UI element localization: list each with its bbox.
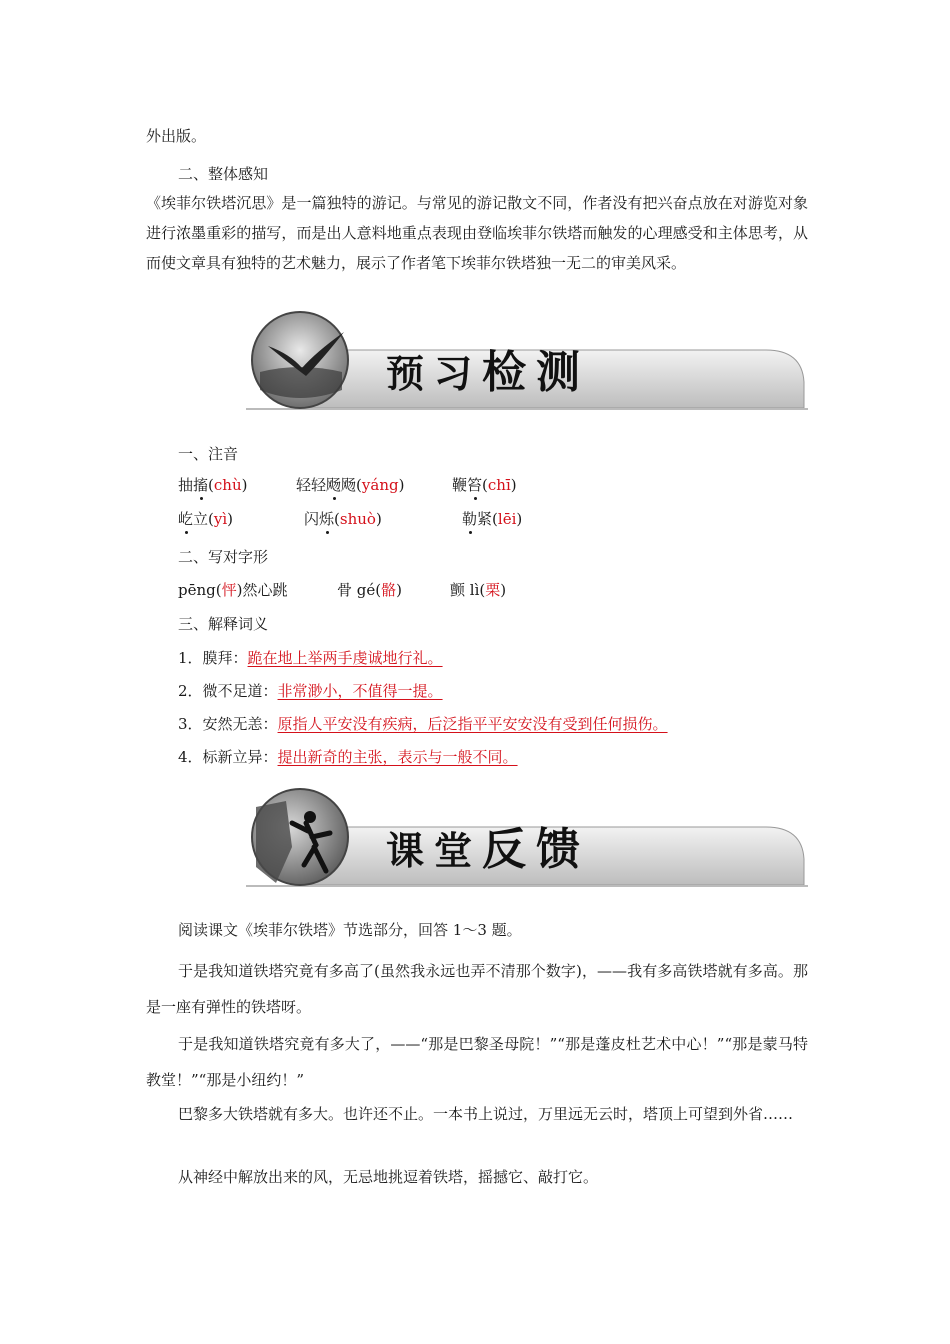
write-item: 颤 lì(栗) bbox=[450, 581, 507, 599]
definition-item: 4．标新立异：提出新奇的主张，表示与一般不同。 bbox=[178, 748, 518, 766]
preview-h1: 一、注音 bbox=[178, 445, 239, 463]
pinyin-item: 屹立(yì) bbox=[178, 510, 234, 528]
pinyin-item: 抽搐(chù) bbox=[178, 476, 248, 494]
pinyin-item: 勒紧(lēi) bbox=[462, 510, 523, 528]
feedback-p4: 巴黎多大铁塔就有多大。也许还不止。一本书上说过，万里远无云时，塔顶上可望到外省…… bbox=[178, 1105, 794, 1123]
pinyin-item: 鞭笞(chī) bbox=[452, 476, 517, 494]
banner-feedback-title: 课堂反馈 bbox=[386, 824, 591, 875]
banner-preview bbox=[246, 310, 808, 410]
pinyin-item: 轻轻飏飏(yáng) bbox=[296, 476, 405, 494]
definition-item: 3．安然无恙：原指人平安没有疾病，后泛指平平安安没有受到任何损伤。 bbox=[178, 715, 668, 733]
write-item: 骨 gé(骼) bbox=[337, 581, 402, 599]
definition-item: 1．膜拜：跪在地上举两手虔诚地行礼。 bbox=[178, 649, 443, 667]
preview-h2: 二、写对字形 bbox=[178, 548, 269, 566]
write-item: pēng(怦)然心跳 bbox=[178, 581, 288, 599]
section2-heading: 二、整体感知 bbox=[178, 165, 269, 183]
pinyin-item: 闪烁(shuò) bbox=[304, 510, 382, 528]
section2-paragraph: 《埃菲尔铁塔沉思》是一篇独特的游记。与常见的游记散文不同，作者没有把兴奋点放在对游览对象进行浓墨重彩的描写，而是出人意料地重点表现由登临埃菲尔铁塔而触发的心理感受和主体思考，从而使文章具有独特的艺术魅力，展示了作者笔下埃菲尔铁塔独一无二的审美风采。 bbox=[146, 194, 808, 272]
intro-line-top: 外出版。 bbox=[146, 127, 207, 145]
preview-h3: 三、解释词义 bbox=[178, 615, 269, 633]
feedback-p3: 于是我知道铁塔究竟有多大了，——“那是巴黎圣母院！”“那是蓬皮杜艺术中心！”“那是蒙马特教堂！”“那是小纽约！” bbox=[146, 1035, 808, 1089]
banner-preview-title: 预习检测 bbox=[386, 347, 591, 398]
feedback-p5: 从神经中解放出来的风，无忌地挑逗着铁塔，摇撼它、敲打它。 bbox=[178, 1168, 599, 1186]
feedback-p1: 阅读课文《埃菲尔铁塔》节选部分，回答 1～3 题。 bbox=[178, 921, 522, 939]
banner-feedback bbox=[246, 787, 808, 887]
definition-item: 2．微不足道：非常渺小，不值得一提。 bbox=[178, 682, 443, 700]
feedback-p2: 于是我知道铁塔究竟有多高了(虽然我永远也弄不清那个数字)，——我有多高铁塔就有多高。那是一座有弹性的铁塔呀。 bbox=[146, 962, 808, 1016]
